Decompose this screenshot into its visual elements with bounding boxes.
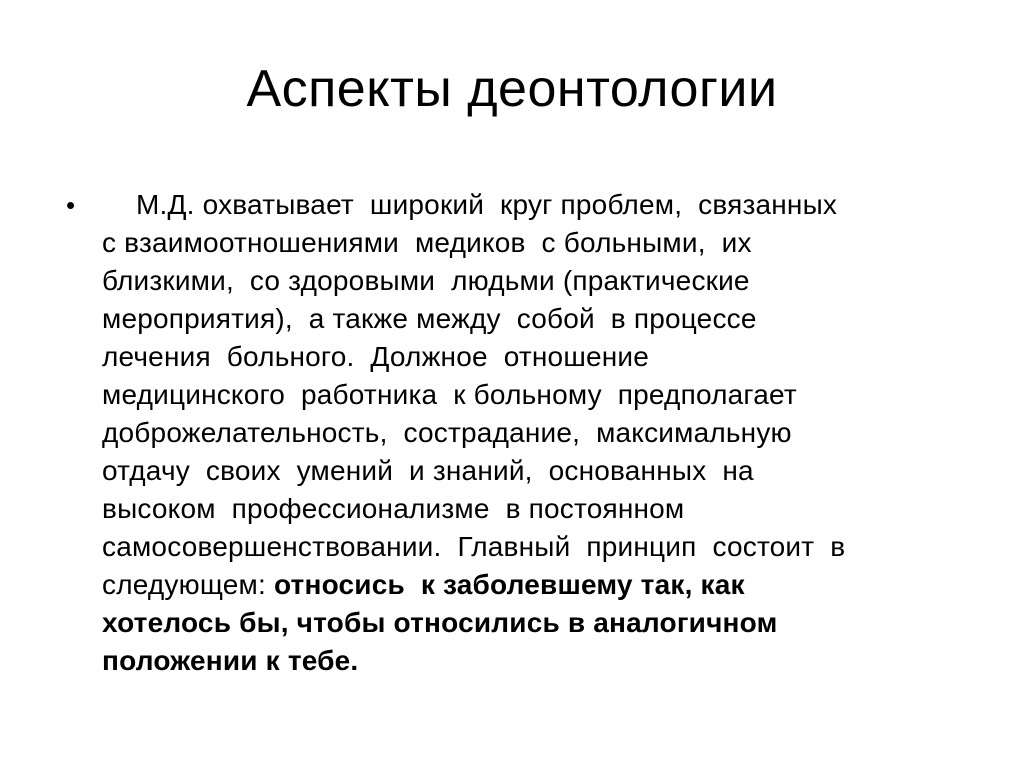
body-text-segment: высоком профессионализме в постоянном [102,492,685,524]
body-text-segment: отдачу своих умений и знаний, основанных на [102,454,754,486]
body-text-segment: самосовершенствовании. Главный принцип состоит в [102,530,846,562]
bullet-icon: • [66,189,76,220]
body-text-segment: медицинского работника к больному предполагает [102,378,797,410]
body-text-segment-bold: относись к заболевшему так, как [273,568,745,600]
slide-title: Аспекты деонтологии [246,60,778,118]
body-text-segment: мероприятия), а также между собой в процессе [102,302,757,334]
body-text-segment: с взаимоотношениями медиков с больными, их [102,226,752,258]
body-text-segment: доброжелательность, сострадание, максимальную [102,416,792,448]
body-text-segment-bold: положении к тебе. [102,644,359,676]
bullet-text [102,186,966,680]
body-text-segment-bold: хотелось бы, чтобы относились в аналогичном [102,606,778,638]
bullet-item [66,186,966,680]
body-text-segment: лечения больного. Должное отношение [102,340,650,372]
body-text-segment: М.Д. охватывает широкий круг проблем, связанных [136,188,838,220]
body-text-segment: близкими, со здоровыми людьми (практические [102,264,750,296]
body-text-segment: следующем: [102,568,274,600]
